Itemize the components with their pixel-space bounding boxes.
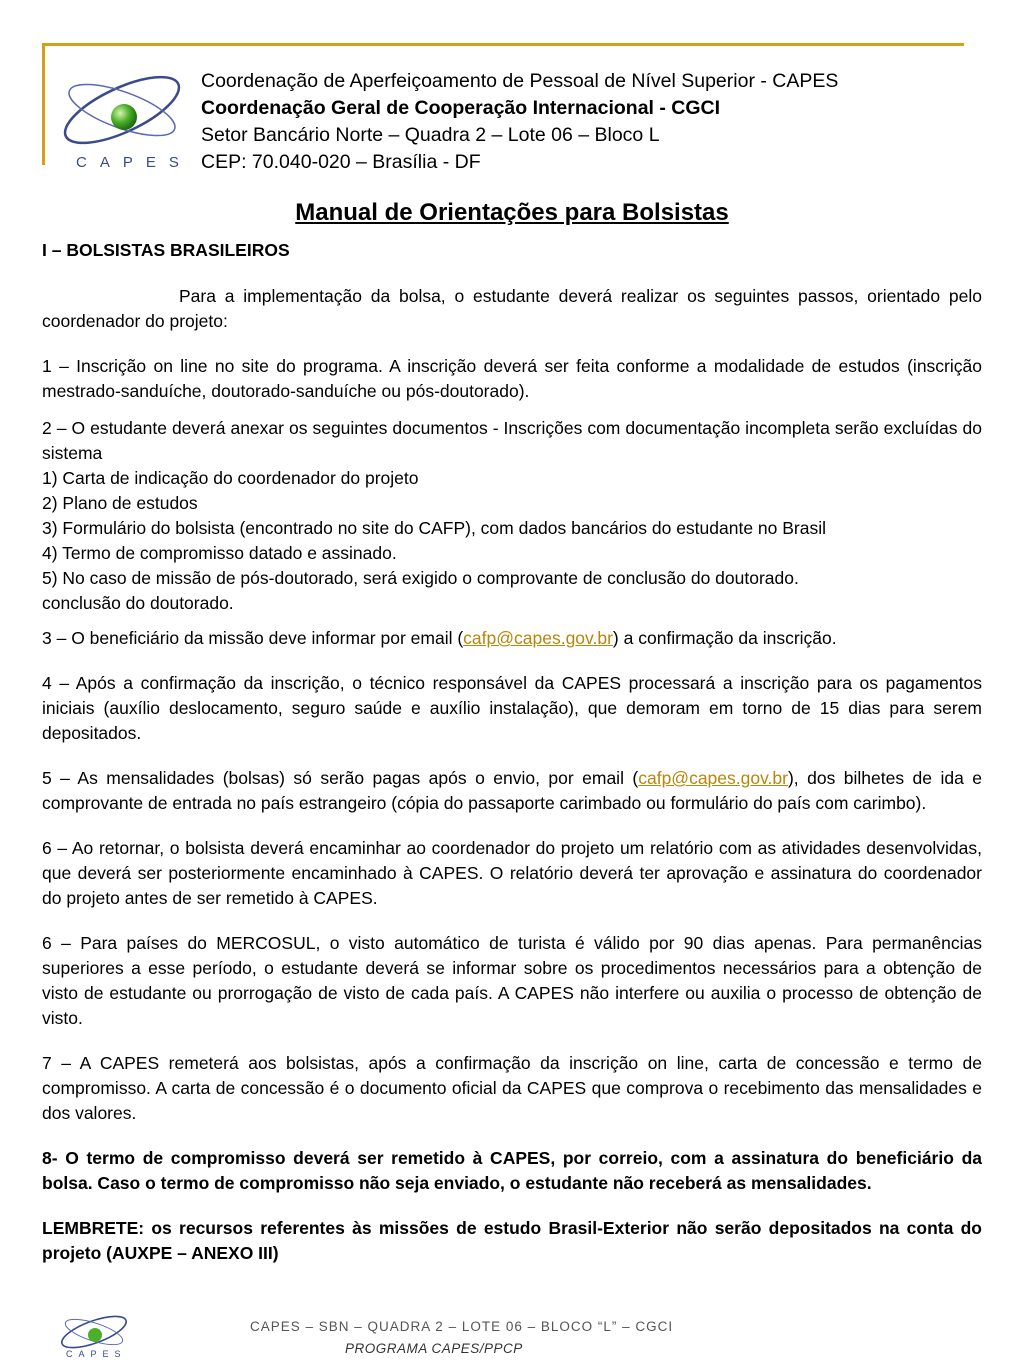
item-4: 4 – Após a confirmação da inscrição, o técnico responsável da CAPES processará a inscrição para os pagamentos iniciais (auxílio deslocamento, seguro saúde e auxílio instalação), que demoram em torno de 15 dias para serem depositados. bbox=[42, 673, 982, 743]
footer-program: PROGRAMA CAPES/PPCP bbox=[345, 1341, 523, 1356]
item-2 bbox=[42, 416, 982, 616]
item-5-text-after: ), dos bilhetes de ida e comprovante de entrada no país estrangeiro (cópia do passaporte carimbado ou formulário do país com carimbo). bbox=[42, 768, 982, 813]
capes-orbit-icon bbox=[54, 1312, 134, 1352]
footer-address: CAPES – SBN – QUADRA 2 – LOTE 06 – BLOCO “L” – CGCI bbox=[250, 1319, 674, 1334]
header-line-2: Coordenação Geral de Cooperação Internacional - CGCI bbox=[201, 97, 721, 119]
doc-item-5-continued: conclusão do doutorado. bbox=[42, 593, 234, 613]
item-2-lead: 2 – O estudante deverá anexar os seguintes documentos - Inscrições com documentação incompleta serão excluídas do sistema bbox=[42, 418, 982, 463]
document-body bbox=[42, 238, 982, 1266]
item-3 bbox=[42, 626, 982, 651]
header-line-1: Coordenação de Aperfeiçoamento de Pessoal de Nível Superior - CAPES bbox=[201, 70, 839, 92]
header-frame-left bbox=[42, 43, 45, 165]
item-7: 7 – A CAPES remeterá aos bolsistas, após a confirmação da inscrição on line, carta de concessão e termo de compromisso. A carta de concessão é o documento oficial da CAPES que comprova o recebimento das mensalidades e dos valores. bbox=[42, 1053, 982, 1123]
email-link[interactable]: cafp@capes.gov.br bbox=[463, 628, 613, 648]
capes-orbit-icon bbox=[52, 62, 192, 157]
item-5-text-before: 5 – As mensalidades (bolsas) só serão pagas após o envio, por email ( bbox=[42, 768, 639, 788]
header-line-3: Setor Bancário Norte – Quadra 2 – Lote 06 – Bloco L bbox=[201, 124, 660, 146]
document-title: Manual de Orientações para Bolsistas bbox=[295, 199, 729, 226]
item-8: 8- O termo de compromisso deverá ser remetido à CAPES, por correio, com a assinatura do beneficiário da bolsa. Caso o termo de compromisso não seja enviado, o estudante não receberá as mensalidades. bbox=[42, 1148, 982, 1193]
intro-paragraph: Para a implementação da bolsa, o estudante deverá realizar os seguintes passos, orientado pelo coordenador do projeto: bbox=[42, 286, 982, 331]
item-5 bbox=[42, 766, 982, 816]
doc-item-4: 4) Termo de compromisso datado e assinado. bbox=[42, 543, 397, 563]
item-6-return: 6 – Ao retornar, o bolsista deverá encaminhar ao coordenador do projeto um relatório com as atividades desenvolvidas, que deverá ser posteriormente encaminhado à CAPES. O relatório deverá ter aprovação e assinatura do coordenador do projeto antes de ser remetido à CAPES. bbox=[42, 838, 982, 908]
item-3-text-before: 3 – O beneficiário da missão deve informar por email ( bbox=[42, 628, 464, 648]
doc-item-3: 3) Formulário do bolsista (encontrado no site do CAFP), com dados bancários do estudante no Brasil bbox=[42, 518, 827, 538]
header-frame-top bbox=[42, 43, 964, 46]
item-6-mercosul: 6 – Para países do MERCOSUL, o visto automático de turista é válido por 90 dias apenas. Para permanências superiores a esse período, o estudante deverá se informar sobre os procedimentos necessários para a obtenção de visto de estudante ou prorrogação de visto de cada país. A CAPES não interfere ou auxilia o processo de obtenção de visto. bbox=[42, 933, 982, 1028]
doc-item-5: 5) No caso de missão de pós-doutorado, será exigido o comprovante de conclusão do doutorado. bbox=[42, 568, 799, 588]
reminder: LEMBRETE: os recursos referentes às missões de estudo Brasil-Exterior não serão depositados na conta do projeto (AUXPE – ANEXO III) bbox=[42, 1218, 982, 1263]
footer-logo bbox=[54, 1312, 134, 1364]
item-1: 1 – Inscrição on line no site do programa. A inscrição deverá ser feita conforme a modalidade de estudos (inscrição mestrado-sanduíche, doutorado-sanduíche ou pós-doutorado). bbox=[42, 356, 982, 401]
logo-text: CAPES bbox=[76, 154, 192, 171]
email-link[interactable]: cafp@capes.gov.br bbox=[638, 768, 788, 788]
section-heading: I – BOLSISTAS BRASILEIROS bbox=[42, 240, 290, 260]
doc-item-2: 2) Plano de estudos bbox=[42, 493, 198, 513]
institution-header bbox=[201, 68, 838, 176]
doc-item-1: 1) Carta de indicação do coordenador do projeto bbox=[42, 468, 419, 488]
item-3-text-after: ) a confirmação da inscrição. bbox=[612, 628, 837, 648]
footer-logo-text: CAPES bbox=[66, 1349, 127, 1359]
capes-logo bbox=[52, 62, 192, 177]
header-line-4: CEP: 70.040-020 – Brasília - DF bbox=[201, 151, 481, 173]
